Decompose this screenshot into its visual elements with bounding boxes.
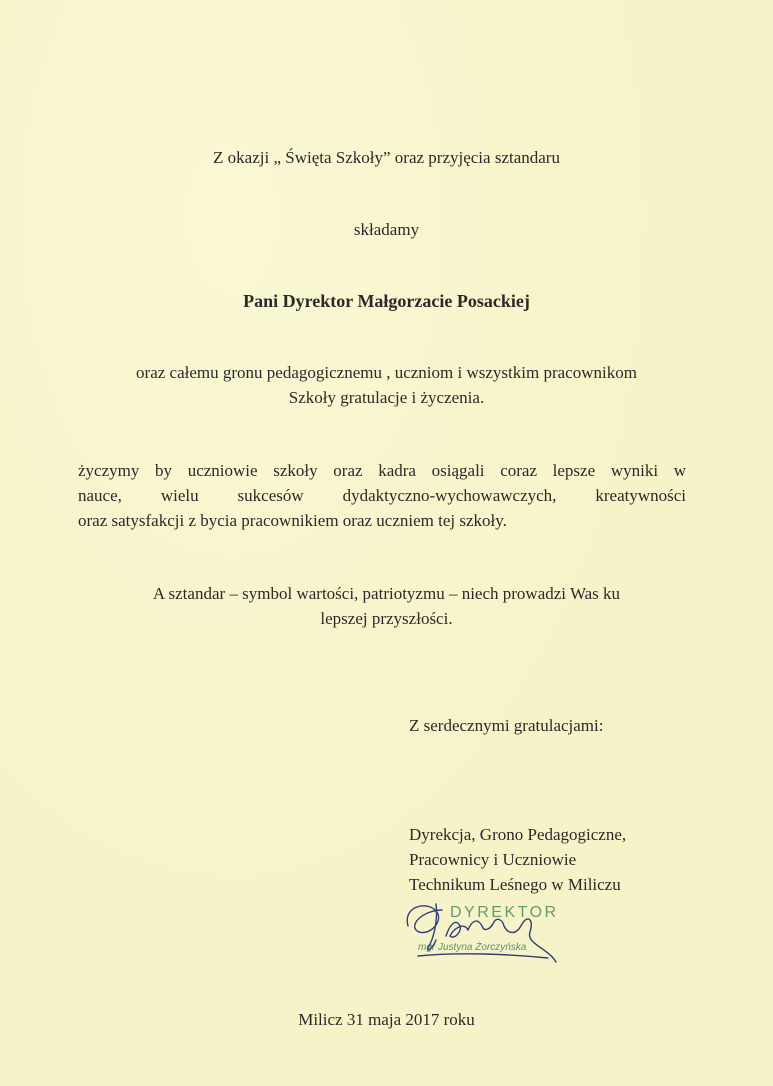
date-line: Milicz 31 maja 2017 roku xyxy=(298,1010,475,1029)
also-line-1: oraz całemu gronu pedagogicznemu , uczniom i wszystkim pracownikom xyxy=(136,363,637,382)
signatory-line-2: Pracownicy i Uczniowie xyxy=(409,850,577,869)
verb-line: składamy xyxy=(353,220,420,239)
banner-line-2: lepszej przyszłości. xyxy=(320,609,453,628)
banner-line-1: A sztandar – symbol wartości, patriotyzmu – niech prowadzi Was ku xyxy=(152,584,621,603)
signatory-line-3: Technikum Leśnego w Miliczu xyxy=(409,875,621,894)
wish-line-2: nauce, wielu sukcesów dydaktyczno-wychowawczych, kreatywności xyxy=(78,486,686,505)
signatory-line-1: Dyrekcja, Grono Pedagogiczne, xyxy=(409,825,627,844)
also-line-2: Szkoły gratulacje i życzenia. xyxy=(288,388,485,407)
director-stamp-and-signature xyxy=(398,896,568,976)
stamp-title: DYREKTOR xyxy=(450,904,559,921)
recipient-line: Pani Dyrektor Małgorzacie Posackiej xyxy=(243,291,530,311)
wish-line-3: oraz satysfakcji z bycia pracownikiem oraz uczniem tej szkoły. xyxy=(78,511,507,530)
closing-line: Z serdecznymi gratulacjami: xyxy=(409,716,604,735)
wish-line-1: życzymy by uczniowie szkoły oraz kadra osiągali coraz lepsze wyniki w xyxy=(78,461,686,480)
stamp-name: mgr Justyna Żorczyńska xyxy=(418,942,527,953)
intro-line: Z okazji „ Święta Szkoły” oraz przyjęcia sztandaru xyxy=(213,148,560,167)
